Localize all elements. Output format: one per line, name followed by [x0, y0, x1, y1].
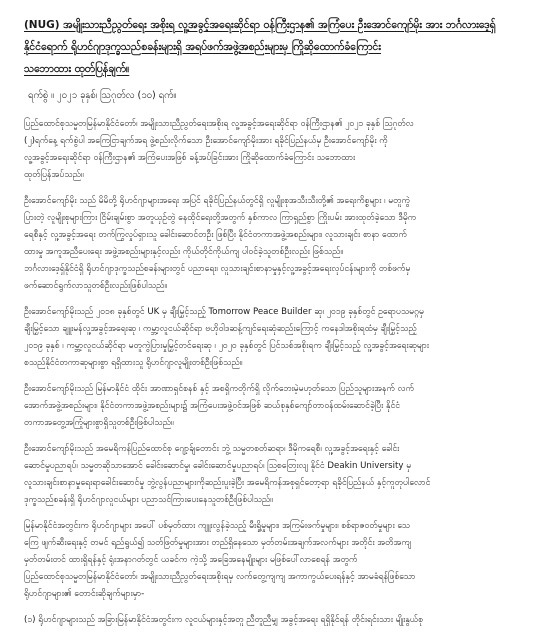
statement-title: (NUG) အမျိုးသားညီညွတ်ရေး အစိုးရ လူ့အခွင့်အရေးဆိုင်ရာ ဝန်ကြီးဌာန၏ အကြံပေး ဦးအောင်ကျော်မိုး အား ဘင်္ဂလားဒေ့ရှ် နိုင်ငံရောက် ရိုဟင်ဂျာဒုက္ခသည်စခန်းများရှိ အရပ်ဖက်အဖွဲ့အစည်းများမှ ကြိုဆိုထောက်ခံကြောင်း သဘောထား ထုတ်ပြန်ချက်။	[24, 19, 496, 75]
statement-date: ရက်စွဲ ။ ၂၀၂၁ ခုနှစ်၊ ဩဂုတ်လ (၁၀) ရက်။	[28, 90, 177, 101]
paragraph-education: ဦးအောင်ကျော်မိုးသည် အမေရိကန်ပြည်ထောင်စု ဂျော့ခ်ျတောင်း ဘွဲ့ သမ္မတစတ်ဆရာ၊ ဒီမိုကရေစီ၊ လူ့အခွင့်အရေးနှင့် ခေါင်း ဆောင်မှုပညာရပ်၊ သမ္မတဆိုသာအောင် ခေါင်းဆောင်မှု၊ ခေါင်းဆောင်မှုပညာရပ်၊ ဩစတြေးလျ နိုင်ငံ Deakin University မှ လူသားချင်းစာနာမှုရေးရာခေါင်းဆောင်မှု ဘွဲ့လွန်ပညာများကိုဆည်းပူးခဲ့ပြီး အမေရိကန်အစုရှင်တော့ရာ ရခိုင်ပြည်နယ် နှင့်ကူတုပါလောင် ဒုက္ခသည်စခန်းရှိ ရိုဟင်ဂျာလူငယ်များ ပညာသင်ကြားပေးနေသူတစ်ဦးဖြစ်ပါသည်။	[24, 444, 431, 505]
paragraph-background: ဦးအောင်ကျော်မိုး သည် မိမိတို့ ရိုဟင်ဂျာများအရေး အပြင် ရခိုင်ပြည်နယ်တွင်ရှိ လူမျိုးစုအသီးသီးတို့၏ အရေးကိစ္စများ ၊ မတူကွဲ ပြားတဲ့ လူမျိုးစုများကြား ငြိမ်းချမ်းစွာ အတူယှဉ်တွဲ နေထိုင်ရေးတို့အတွက် နှစ်ကာလ ကြာရှည်စွာ ကြိုးပမ်း အားထုတ်ခဲ့သော ဒီမိုက ရေစီနှင့် လူ့အခွင့်အရေး တက်ကြွလှုပ်ရှားသူ ခေါင်းဆောင်တဦး ဖြစ်ပြီး နိုင်ငံတကာအဖွဲ့အစည်းများ၊ လူသားချင်း စာနာ ထောက် ထားမှု အကူအညီပေးရေး အဖွဲ့အစည်းများနှင့်လည်း ကိုယ်တိုင်ကိုယ်ကျ ပါဝင်ခဲ့သူတစ်ဦးလည်း ဖြစ်သည်။ ဘင်္ဂလားဒေ့ရှ်နိုင်ငံရှိ ရိုဟင်ဂျာဒုက္ခသည်စခန်းများတွင် ပညာရေး၊ လူသားချင်းစာနာမှုနှင့်လူ့အခွင့်အရေးလုပ်ငန်းများကို တစ်ဖက်မှ ဖက်ဆောင်ရွက်လာသူတစ်ဦးလည်းဖြစ်ပါသည်။	[24, 196, 417, 291]
paragraph-experience: ဦးအောင်ကျော်မိုးသည် မြန်မာနိုင်ငံ ထိုင်း အာဏာရှင်စနစ် နှင့် အစရှိကတိုက်ရှိ လိုက်ဘေးမဲ့မဟုတ်သော ပြည်သူများအနက် လက် အောက်အဖွဲ့အစည်းများ၊ နိုင်ငံတကာအဖွဲ့အစည်းများ၌ အကြံပေးအဖွဲ့ဝင်အဖြစ် ဆယ်စုနှစ်ကျော်တာဝန်ထမ်းဆောင်ခဲ့ပြီး နိုင်ငံ တကာအတွေ့အကြုံများစွာရှိသူတစ်ဦးဖြစ်ပါသည်။	[24, 384, 415, 428]
paragraph-announcement: ပြည်ထောင်စုသမ္မတမြန်မာနိုင်ငံတော်၊ အမျိုးသားညီညွတ်ရေးအစိုးရ လူ့အခွင့်အရေးဆိုင်ရာ ဝန်ကြီးဌာန၏ ၂၀၂၁ ခုနှစ် ဩဂုတ်လ (၂)ရက်နေ့ ရက်စွဲပါ အကြေငြာချက်အရ ဖွဲ့စည်းလိုက်သော ဦးအောင်ကျော်မိုးအား ရခိုင်ပြည်နယ်မှ ဦးအောင်ကျော်မိုး ကို လူ့အခွင့်အရေးဆိုင်ရာ ဝန်ကြီးဌာန၏ အကြံပေးအဖြစ် ခန့်အပ်ခြင်းအား ကြိုဆိုထောက်ခံကြောင်း သဘောထား ထုတ်ပြန်အပ်သည်။	[24, 119, 414, 180]
demand-item-1: (၁) ရိုဟင်ဂျာများသည် အခြားမြန်မာနိုင်ငံအတွင်းက လူငယ်များနှင့်အတူ ညီတူညီမျှ အခွင့်အရေး ရရှိနိုင်ရန် တိုင်းရင်းသား မျိုးနွယ်စု	[24, 615, 423, 625]
paragraph-awards: ဦးအောင်ကျော်မိုးသည် ၂၀၁၈ ခုနှစ်တွင် UK မှ ချီးမြှင့်သည့် Tomorrow Peace Builder ဆု၊ ၂၀၁၉ ခုနှစ်တွင် ဥရောပသမဂ္ဂမှ ချီးမြှင့်သော ချူးမန်လူ့အခွင့်အရေးဆု ၊ ကမ္ဘာ့လူငယ်ဆိုင်ရာ ဗဟိုဝါဒဆန့်ကျင်ရေးဆုံဆည်းကြောင့် ကနေဒါအစိုးရထံမှ ချီးမြှင့်သည့် ၂၀၁၉ ခုနှစ် ၊ ကမ္ဘာ့လူငယ်ဆိုင်ရာ မတူကွဲပြားမှုမြှင့်တင်ရေးဆု ၊ ၂၀၂၀ ခုနှစ်တွင် ပြင်သစ်အစိုးရက ချီးမြှင့်သည့် လူ့အခွင့်အရေးဆုများ စသည်နိုင်ငံတကာဆုများစွာ ရရှိထားသူ ရိုဟင်ဂျာလူမျိုးတစ်ဦးဖြစ်သည်။	[24, 307, 429, 368]
paragraph-demands: မြန်မာနိုင်ငံအတွင်းက ရိုဟင်ဂျာများ အပေါ် ပစ်မှတ်ထား ကျူးလွန်ခဲ့သည့် မီးရှို့မှုများ၊ အကြမ်းဖက်မှုများ၊ စစ်ရာဇဝတ်မှုများ သေ ကြေ ဖျက်ဆီးရေးနှင့် တမင် ရည်ရွယ်၍ သတ်ဖြတ်မှုများအား တည်ရှိနေသော မှတ်တမ်းအချက်အလက်များ အတိုင်း အတိအကျ မှတ်တမ်းတင် ထားရှိရန်နှင့် ရုံးအနာဂတ်တွင် ယခင်က ကဲ့သို့ အခြေအနေမျိုးများ မဖြစ်ပေါ်လာစေရန် အတွက် ပြည်ထောင်စုသမ္မတမြန်မာနိုင်ငံတော်၊ အမျိုးသားညီညွတ်ရေးအစိုးရမှ လက်တွေ့ကျကျ အကာကွယ်ပေးရန်နှင့် အာမခံရန်ဖြစ်သော ရိုဟင်ဂျာများ၏ တောင်းဆိုချက်များမှာ-	[24, 521, 416, 599]
